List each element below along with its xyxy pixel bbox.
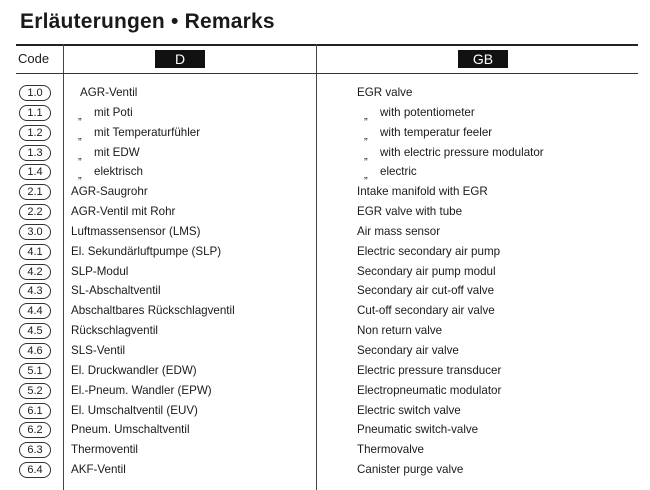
- table-row: [0, 163, 650, 183]
- table-row: [0, 461, 650, 481]
- code-badge: 4.1: [19, 244, 51, 260]
- english-term: [357, 364, 501, 377]
- english-term-text: Secondary air pump modul: [357, 264, 496, 278]
- code-badge: 6.1: [19, 403, 51, 419]
- table-row: [0, 322, 650, 342]
- english-term: [364, 105, 475, 122]
- top-rule: [16, 44, 638, 46]
- code-badge: 3.0: [19, 224, 51, 240]
- english-term-text: with electric pressure modulator: [380, 145, 544, 159]
- german-term: [71, 423, 190, 436]
- english-term-text: Cut-off secondary air valve: [357, 304, 495, 318]
- english-term-text: Thermovalve: [357, 443, 425, 457]
- german-term: [78, 105, 133, 122]
- english-term: [357, 344, 459, 357]
- ditto-mark: „: [78, 169, 82, 182]
- code-badge: 4.2: [19, 264, 51, 280]
- ditto-mark: „: [78, 149, 82, 162]
- code-badge: 6.3: [19, 442, 51, 458]
- english-term-text: EGR valve: [357, 86, 413, 99]
- ditto-mark: „: [364, 149, 368, 162]
- english-term: [357, 225, 440, 238]
- english-term: [357, 284, 494, 297]
- ditto-mark: „: [78, 129, 82, 142]
- table-row: [0, 124, 650, 144]
- german-term-text: mit EDW: [94, 145, 140, 159]
- german-term-text: El.-Pneum. Wandler (EPW): [71, 383, 212, 397]
- english-term: [357, 384, 501, 397]
- german-term-text: elektrisch: [94, 165, 143, 179]
- german-term: [71, 404, 198, 417]
- english-term: [364, 125, 493, 142]
- code-badge: 6.2: [19, 422, 51, 438]
- table-row: [0, 144, 650, 164]
- english-term-text: Air mass sensor: [357, 224, 441, 238]
- table-row: [0, 362, 650, 382]
- german-term: [71, 443, 138, 456]
- english-term-text: Non return valve: [357, 324, 443, 338]
- english-term: [357, 304, 495, 317]
- german-term-text: AGR-Saugrohr: [71, 185, 148, 199]
- table-row: [0, 441, 650, 461]
- english-term-text: electric: [380, 165, 417, 179]
- table-row: [0, 84, 650, 104]
- english-term-text: Secondary air cut-off valve: [357, 284, 495, 298]
- english-term-text: Electric pressure transducer: [357, 363, 502, 377]
- german-term: [71, 304, 235, 317]
- table-row: [0, 263, 650, 283]
- code-badge: 5.1: [19, 363, 51, 379]
- german-term-text: mit Poti: [94, 105, 133, 119]
- german-term-text: SL-Abschaltventil: [71, 284, 161, 298]
- german-term-text: AGR-Ventil mit Rohr: [71, 205, 176, 219]
- english-term-text: EGR valve with tube: [357, 205, 463, 219]
- english-term: [357, 265, 496, 278]
- ditto-mark: „: [364, 109, 368, 122]
- german-term-text: Pneum. Umschaltventil: [71, 423, 190, 437]
- code-badge: 6.4: [19, 462, 51, 478]
- german-term-text: AKF-Ventil: [71, 463, 126, 477]
- code-badge: 1.0: [19, 85, 51, 101]
- table-row: [0, 183, 650, 203]
- german-term-text: El. Umschaltventil (EUV): [71, 403, 198, 417]
- german-term-text: AGR-Ventil: [80, 86, 138, 99]
- english-term-text: Pneumatic switch-valve: [357, 423, 479, 437]
- ditto-mark: „: [78, 109, 82, 122]
- german-term-text: Abschaltbares Rückschlagventil: [71, 304, 235, 318]
- german-term: [71, 384, 212, 397]
- english-term-text: Canister purge valve: [357, 463, 464, 477]
- english-term-text: Electropneumatic modulator: [357, 383, 502, 397]
- german-term: [71, 245, 221, 258]
- english-term: [357, 86, 412, 99]
- table-row: [0, 223, 650, 243]
- english-term: [357, 423, 478, 436]
- ditto-mark: „: [364, 129, 368, 142]
- english-term: [357, 205, 462, 218]
- english-term-text: with temperatur feeler: [380, 125, 493, 139]
- code-badge: 4.3: [19, 283, 51, 299]
- german-term: [80, 86, 137, 99]
- german-term: [71, 225, 201, 238]
- german-term: [78, 165, 143, 182]
- german-term-text: SLS-Ventil: [71, 343, 126, 357]
- english-term: [357, 245, 500, 258]
- page-title: Erläuterungen • Remarks: [20, 10, 275, 33]
- english-term-text: Intake manifold with EGR: [357, 185, 488, 199]
- english-term: [364, 145, 544, 162]
- remarks-table: [0, 84, 650, 481]
- german-term: [78, 145, 140, 162]
- table-row: [0, 243, 650, 263]
- german-term-text: El. Sekundärluftpumpe (SLP): [71, 244, 222, 258]
- code-badge: 2.1: [19, 184, 51, 200]
- english-term: [357, 324, 442, 337]
- english-term-text: Electric switch valve: [357, 403, 461, 417]
- code-badge: 4.6: [19, 343, 51, 359]
- german-term-text: Thermoventil: [71, 443, 139, 457]
- german-term-text: Rückschlagventil: [71, 324, 158, 338]
- table-row: [0, 382, 650, 402]
- german-term: [71, 324, 158, 337]
- code-badge: 1.1: [19, 105, 51, 121]
- table-row: [0, 342, 650, 362]
- table-row: [0, 302, 650, 322]
- german-term-text: El. Druckwandler (EDW): [71, 363, 197, 377]
- code-badge: 5.2: [19, 383, 51, 399]
- english-term-text: with potentiometer: [380, 105, 475, 119]
- german-term: [71, 284, 161, 297]
- german-column-header: D: [155, 50, 205, 68]
- code-badge: 1.2: [19, 125, 51, 141]
- code-badge: 1.4: [19, 164, 51, 180]
- table-row: [0, 282, 650, 302]
- ditto-mark: „: [364, 169, 368, 182]
- table-row: [0, 104, 650, 124]
- english-term-text: Electric secondary air pump: [357, 244, 501, 258]
- english-term-text: Secondary air valve: [357, 343, 459, 357]
- german-term: [71, 185, 148, 198]
- code-column-header: Code: [18, 51, 50, 66]
- header-rule: [16, 73, 638, 74]
- german-term-text: SLP-Modul: [71, 264, 129, 278]
- german-term: [71, 344, 125, 357]
- english-term: [357, 443, 424, 456]
- english-term: [364, 165, 417, 182]
- german-term: [71, 364, 197, 377]
- table-row: [0, 421, 650, 441]
- german-term-text: mit Temperaturfühler: [94, 125, 201, 139]
- english-term: [357, 463, 463, 476]
- german-term: [71, 463, 126, 476]
- code-badge: 4.4: [19, 303, 51, 319]
- code-badge: 1.3: [19, 145, 51, 161]
- german-term: [71, 265, 128, 278]
- code-badge: 4.5: [19, 323, 51, 339]
- code-badge: 2.2: [19, 204, 51, 220]
- table-row: [0, 203, 650, 223]
- german-term: [78, 125, 201, 142]
- table-row: [0, 402, 650, 422]
- english-term: [357, 404, 461, 417]
- german-term-text: Luftmassensensor (LMS): [71, 224, 201, 238]
- english-term: [357, 185, 488, 198]
- german-term: [71, 205, 175, 218]
- english-column-header: GB: [458, 50, 508, 68]
